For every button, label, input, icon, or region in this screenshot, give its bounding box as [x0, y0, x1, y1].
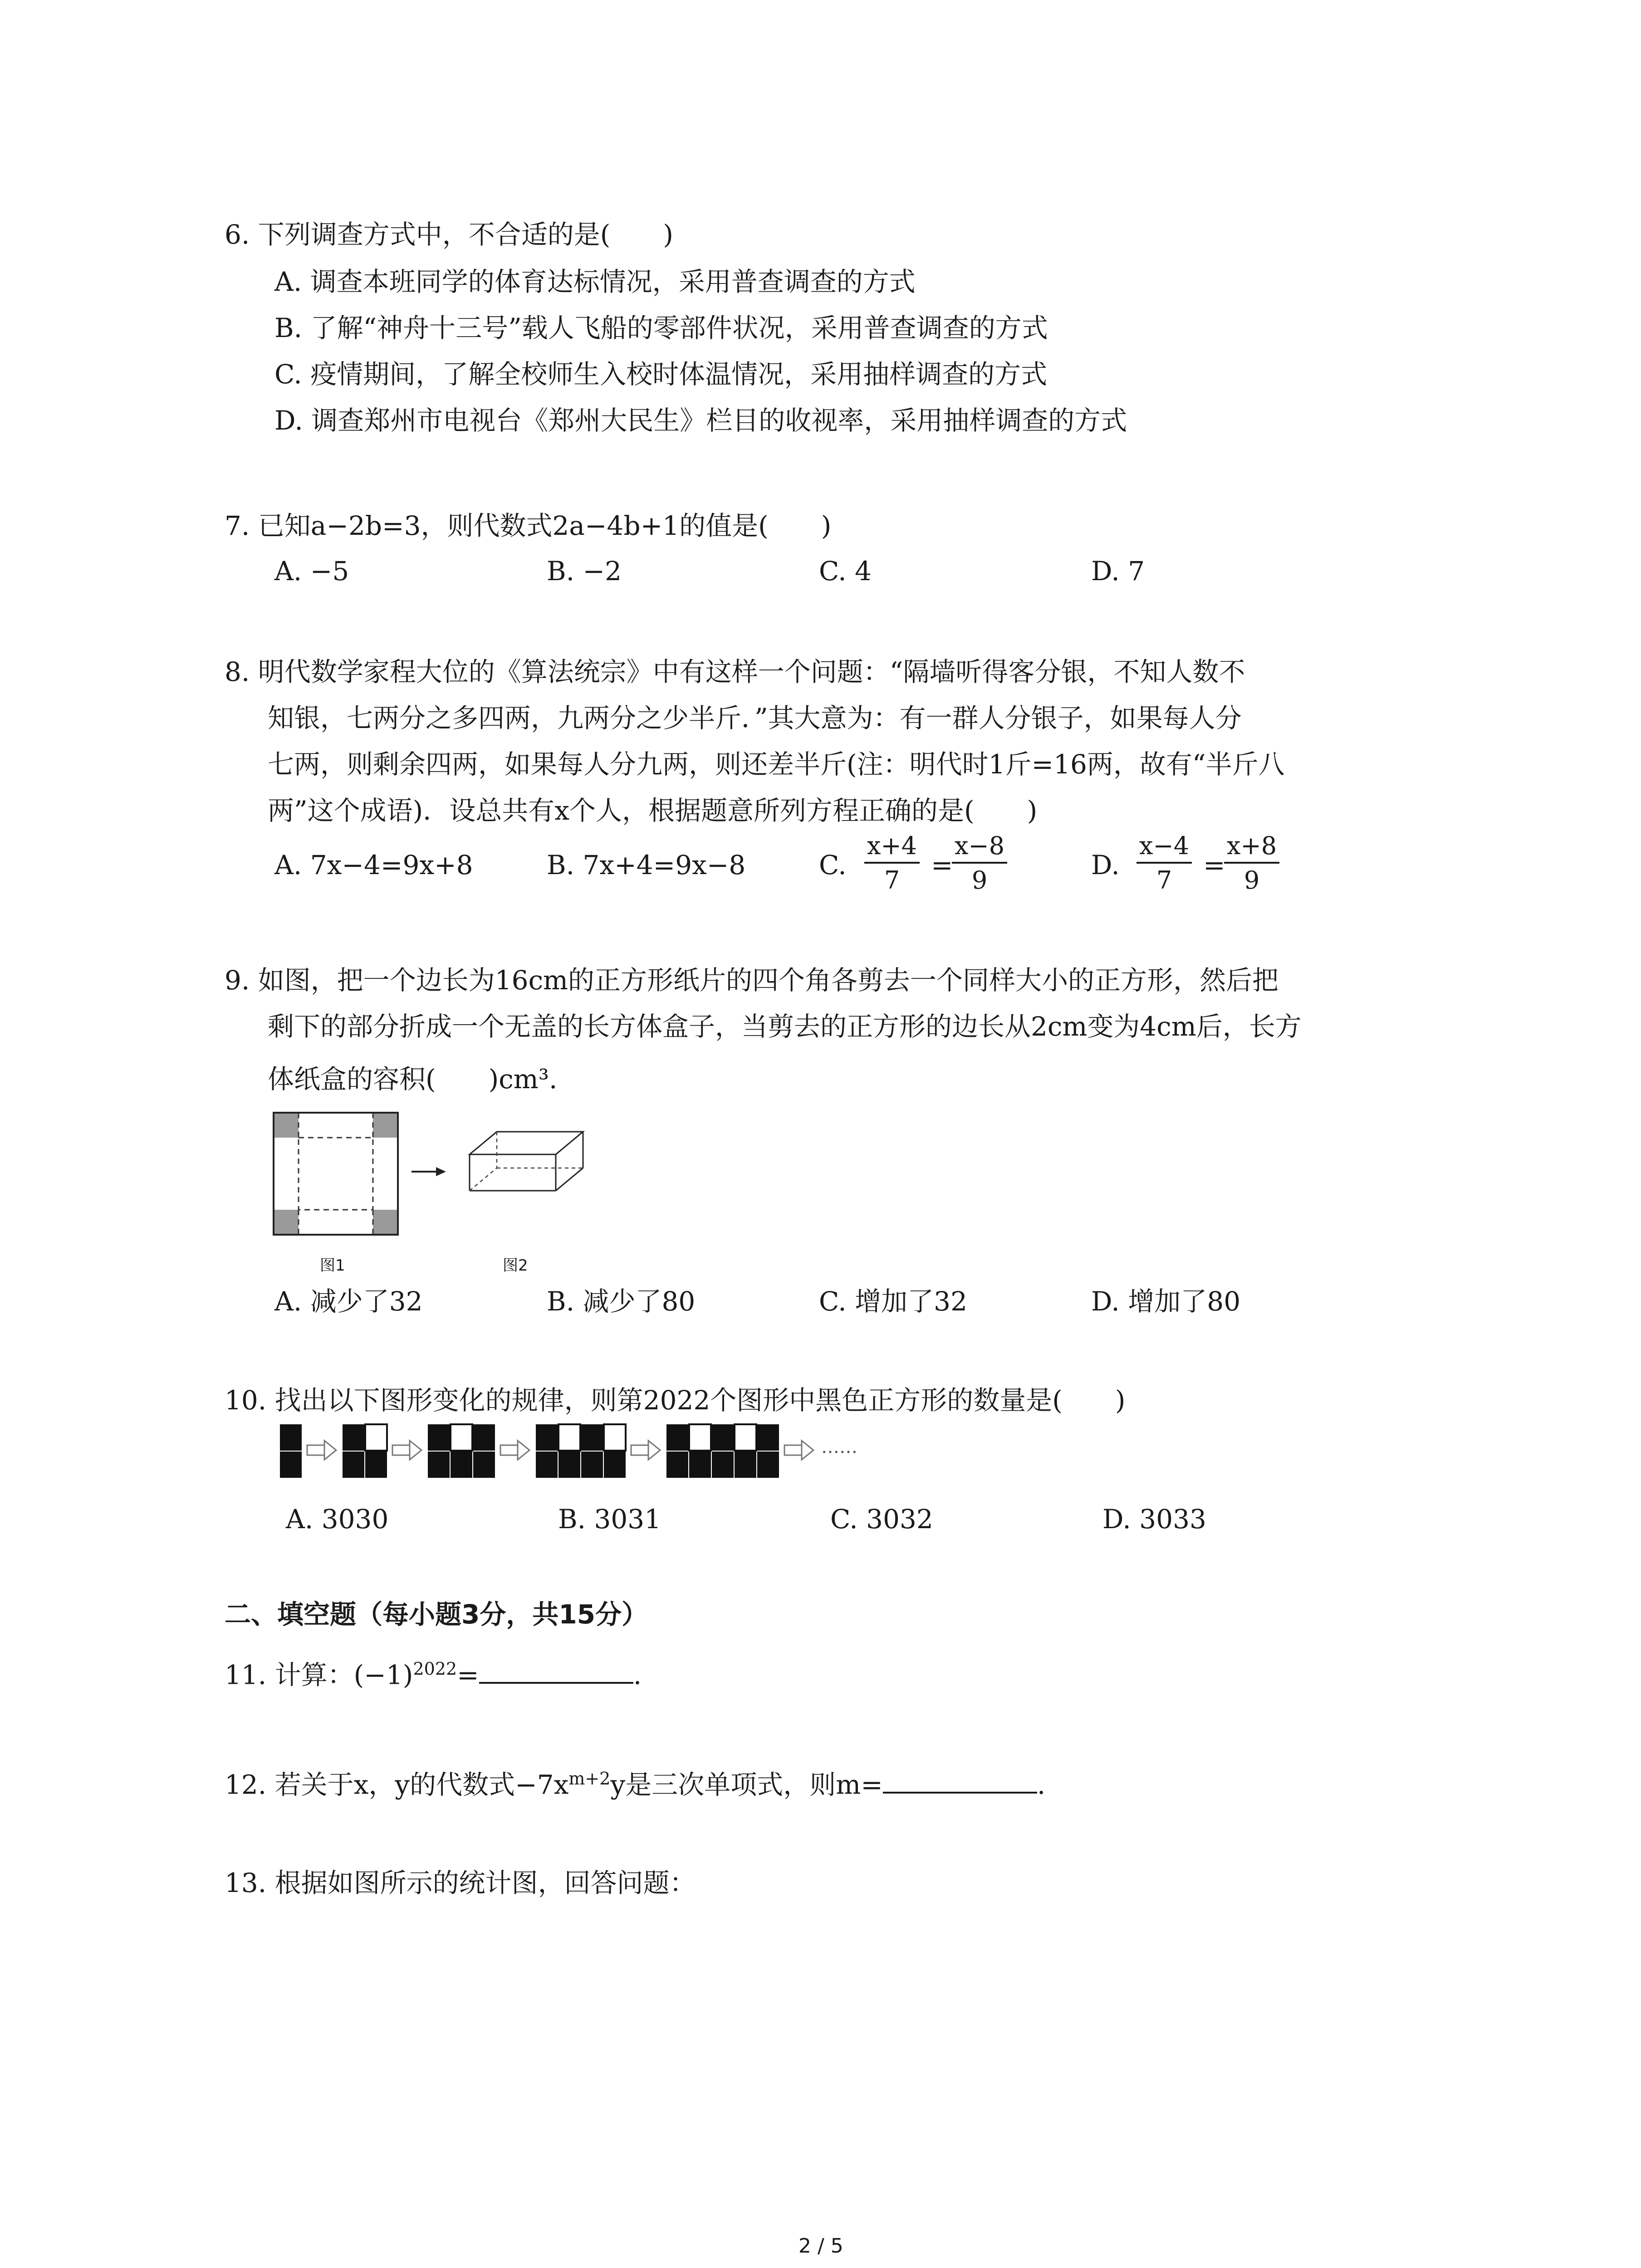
q12-prefix: 12. 若关于x，y的代数式−7x	[225, 1769, 569, 1800]
q9-option-a: A. 减少了32	[274, 1286, 423, 1317]
q11-line	[225, 1659, 642, 1691]
q11-exponent: 2022	[413, 1659, 457, 1679]
q9-figure-1-caption: 图1	[320, 1256, 345, 1275]
q8-line-3: 七两，则剩余四两，如果每人分九两，则还差半斤(注：明代时1斤=16两，故有“半斤八	[268, 749, 1285, 780]
q8-option-b: B. 7x+4=9x−8	[547, 850, 746, 880]
numerator: x−8	[952, 834, 1007, 864]
q10-option-c: C. 3032	[830, 1504, 933, 1535]
section-2-title: 二、填空题（每小题3分，共15分）	[225, 1599, 648, 1630]
pattern-arrow-1	[307, 1441, 336, 1460]
q6-stem: 6. 下列调查方式中，不合适的是( )	[225, 219, 674, 250]
q8-option-d-equals: =	[1203, 850, 1225, 880]
pattern-arrow-3	[500, 1441, 529, 1460]
q13-stem: 13. 根据如图所示的统计图，回答问题：	[225, 1867, 696, 1898]
q8-option-c-label: C.	[819, 850, 847, 880]
q9-line-1: 9. 如图，把一个边长为16cm的正方形纸片的四个角各剪去一个同样大小的正方形，然后把	[225, 965, 1279, 996]
q6-option-b: B. 了解“神舟十三号”载人飞船的零部件状况，采用普查调查的方式	[274, 313, 1048, 343]
q8-option-c-fraction-1	[864, 831, 920, 894]
pattern-figure-5	[666, 1424, 779, 1478]
q6-option-d: D. 调查郑州市电视台《郑州大民生》栏目的收视率，采用抽样调查的方式	[274, 405, 1127, 436]
q6-option-a: A. 调查本班同学的体育达标情况，采用普查调查的方式	[274, 266, 916, 297]
q7-option-c: C. 4	[819, 556, 872, 587]
q8-option-d-fraction-1	[1136, 831, 1192, 894]
q12-exponent: m+2	[568, 1769, 611, 1789]
q8-option-a: A. 7x−4=9x+8	[274, 850, 473, 880]
q8-line-1: 8. 明代数学家程大位的《算法统宗》中有这样一个问题：“隔墙听得客分银，不知人数不	[225, 656, 1245, 687]
numerator: x+8	[1224, 834, 1279, 864]
q9-arrow-icon	[411, 1165, 447, 1178]
denominator: 7	[1156, 866, 1172, 894]
q9-figure-2-box	[467, 1129, 585, 1198]
pattern-figure-3	[428, 1424, 495, 1478]
denominator: 9	[1244, 866, 1260, 894]
q12-end: .	[1037, 1769, 1046, 1800]
q7-option-b: B. −2	[547, 556, 622, 587]
q11-prefix: 11. 计算：(−1)	[225, 1659, 413, 1691]
q9-figure-1-square-sheet	[272, 1111, 399, 1236]
q7-option-d: D. 7	[1091, 556, 1145, 587]
q12-mid: y是三次单项式，则m=	[610, 1769, 883, 1800]
q9-option-d: D. 增加了80	[1091, 1286, 1241, 1317]
pattern-figure-4	[536, 1424, 626, 1478]
q10-stem: 10. 找出以下图形变化的规律，则第2022个图形中黑色正方形的数量是( )	[225, 1385, 1126, 1416]
page-number: 2 / 5	[798, 2234, 843, 2258]
q7-stem: 7. 已知a−2b=3，则代数式2a−4b+1的值是( )	[225, 510, 832, 541]
q11-answer-blank[interactable]	[479, 1677, 633, 1684]
q9-line-3: 体纸盒的容积( )cm³.	[268, 1064, 558, 1095]
q8-line-4: 两”这个成语)．设总共有x个人，根据题意所列方程正确的是( )	[268, 795, 1038, 826]
q11-end: .	[633, 1659, 642, 1691]
q10-option-b: B. 3031	[558, 1504, 661, 1535]
q10-option-d: D. 3033	[1102, 1504, 1206, 1535]
q7-option-a: A. −5	[274, 556, 349, 587]
q8-line-2: 知银，七两分之多四两，九两分之少半斤．”其大意为：有一群人分银子，如果每人分	[268, 703, 1242, 733]
q9-line-2: 剩下的部分折成一个无盖的长方体盒子，当剪去的正方形的边长从2cm变为4cm后，长方	[268, 1011, 1302, 1042]
pattern-arrow-4	[631, 1441, 660, 1460]
q8-option-d-fraction-2	[1224, 831, 1279, 894]
q8-option-d-label: D.	[1091, 850, 1120, 880]
q12-answer-blank[interactable]	[883, 1787, 1037, 1794]
pattern-figure-2	[343, 1424, 387, 1478]
q9-option-c: C. 增加了32	[819, 1286, 967, 1317]
q11-equals: =	[457, 1659, 479, 1691]
q12-line	[225, 1770, 1045, 1798]
pattern-figure-1	[280, 1424, 302, 1478]
q6-option-c: C. 疫情期间，了解全校师生入校时体温情况，采用抽样调查的方式	[274, 359, 1048, 390]
numerator: x+4	[864, 834, 920, 864]
numerator: x−4	[1136, 834, 1192, 864]
q9-option-b: B. 减少了80	[547, 1286, 696, 1317]
q8-option-c-equals: =	[931, 850, 953, 880]
denominator: 9	[971, 866, 988, 894]
q8-option-c-fraction-2	[952, 831, 1007, 894]
q10-option-a: A. 3030	[286, 1504, 389, 1535]
q9-figure-2-caption: 图2	[503, 1256, 528, 1275]
pattern-arrow-2	[392, 1441, 421, 1460]
denominator: 7	[884, 866, 900, 894]
pattern-arrow-5	[784, 1441, 813, 1460]
q10-ellipsis: ……	[821, 1437, 857, 1457]
